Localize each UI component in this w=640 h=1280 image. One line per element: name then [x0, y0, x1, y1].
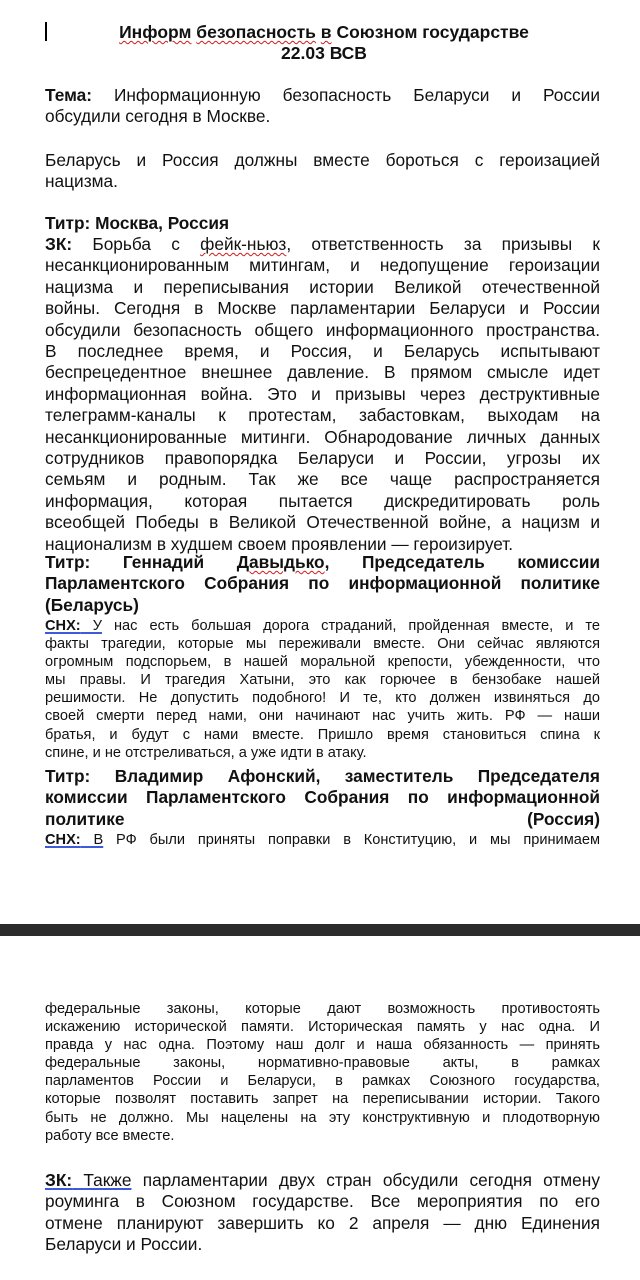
lead-paragraph: Беларусь и Россия должны вместе бороться с героизацией нацизма. [45, 150, 600, 192]
snh-label: СНХ: [45, 618, 81, 634]
zk-paragraph-1: ЗК: Борьба с фейк-ньюз, ответственность за призывы к несанкционированным митингам, и недопущение героизации нацизма и переписывания истории Великой отечественной войны. Сегодня в Москве парламентарии Беларуси и России обсудили безопасность общего информационного пространства. В последнее время, и Россия, и Беларусь испытывают беспрецедентное внешнее давление. В прямом смысле идет информационная война. Это и призывы через деструктивные телеграмм-каналы к протестам, забастовкам, выходам на несанкционированные митинги. Обнародование личных данных сотрудников правопорядка Беларуси и России, угрозы их семьям и родным. Так же все чаще распространяется информация, которая пытается дискредитировать роль всеобщей Победы в Великой Отечественной войне, а нацизм и национализм в худшем своем проявлении — героизирует. [45, 234, 600, 554]
titr-location: Титр: Москва, Россия [45, 213, 230, 233]
snh-label: СНХ: [45, 832, 81, 848]
title-rest: Союзном государстве [336, 22, 529, 42]
document-date: 22.03 ВСВ [281, 43, 367, 63]
snh-paragraph-1: СНХ: У нас есть большая дорога страданий, пройденная вместе, и те факты трагедии, которые мы переживали вместе. Они сейчас являются огромным подспорьем, в нашей моральной крепости, убежденности, что мы правы. И трагедия Хатыни, это как горючее в бензобаке нашей решимости. Не допустить подобного! И те, кто должен извиняться до своей смерти перед нами, они начинают нас учить жить. РФ — наши братья, и будут с нами вместе. Пришло время становиться спина к спине, и не отстреливаться, а уже идти в атаку. [45, 618, 601, 761]
zk-paragraph-2: ЗК: Также парламентарии двух стран обсудили сегодня отмену роуминга в Союзном государстве. Все мероприятия по его отмене планируют завершить ко 2 апреля — дню Единения Беларуси и России. [45, 1170, 600, 1255]
tema-paragraph: Тема: Информационную безопасность Беларуси и России обсудили сегодня в Москве. [45, 85, 600, 127]
spellcheck-word: безопасность [196, 22, 316, 42]
grammar-mark: Также [72, 1170, 132, 1190]
titr-speaker-1: Титр: Геннадий Давыдько, Председатель комиссии Парламентского Собрания по информационной политике (Беларусь) [45, 552, 600, 615]
zk-label: ЗК: [45, 1170, 73, 1190]
page-break-gap [0, 924, 640, 936]
grammar-mark: В [80, 832, 104, 848]
spellcheck-word: в [320, 22, 332, 42]
zk-label: ЗК: [45, 234, 73, 254]
grammar-mark: У [80, 618, 102, 634]
spellcheck-word: Давыдько [236, 552, 325, 572]
document-page-2 [0, 936, 640, 1280]
titr-speaker-2: Титр: Владимир Афонский, заместитель Председателя комиссии Парламентского Собрания по информационной политике (Россия) [45, 766, 600, 829]
spellcheck-word: Информ [119, 22, 192, 42]
continued-paragraph: федеральные законы, которые дают возможность противостоять искажению исторической памяти. Историческая память у нас одна. И правда у нас одна. Поэтому наш долг и наша обязанность — принять федеральные законы, нормативно-правовые акты, в рамках парламентов России и Беларуси, в рамках Союзного государства, которые позволят поставить запрет на переписывании истории. Такого быть не должно. Мы нацелены на эту конструктивную и плодотворную работу все вместе. [45, 1001, 600, 1144]
tema-label: Тема: [45, 85, 92, 105]
snh-paragraph-2: СНХ: В РФ были приняты поправки в Конституцию, и мы принимаем [45, 832, 600, 848]
document-title [44, 22, 604, 43]
spellcheck-word: фейк-ньюз [200, 234, 287, 254]
